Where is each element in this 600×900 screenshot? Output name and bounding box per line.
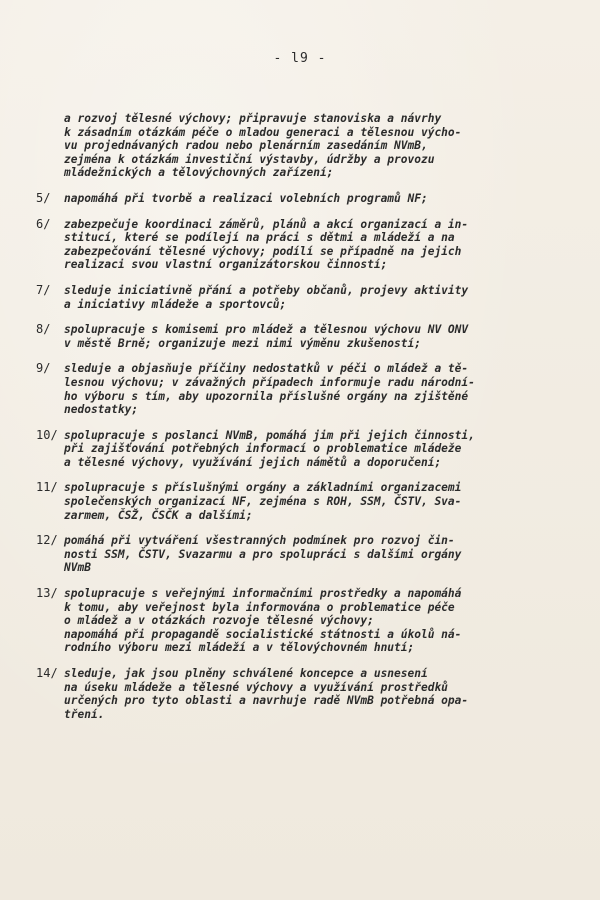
item-text: [64, 112, 560, 180]
item-number: 9/: [36, 361, 51, 376]
item-text: [64, 481, 560, 522]
text-line: určených pro tyto oblasti a navrhuje radě NVmB potřebná opa-: [64, 694, 469, 708]
list-item: [36, 587, 560, 655]
text-line: sleduje iniciativně přání a potřeby občanů, projevy aktivity: [64, 283, 469, 297]
item-number: 6/: [36, 216, 51, 231]
text-line: zarmem, ČSŽ, ČSČK a dalšími;: [64, 508, 253, 522]
item-text: [64, 534, 560, 575]
text-line: a rozvoj tělesné výchovy; připravuje stanoviska a návrhy: [64, 112, 442, 125]
text-line: vu projednávaných radou nebo plenárním zasedáním NVmB,: [64, 139, 428, 153]
page-number: - l9 -: [273, 51, 327, 66]
item-text: [64, 587, 560, 655]
text-line: o mládež a v otázkách rozvoje tělesné výchovy;: [64, 614, 374, 628]
text-line: realizaci svou vlastní organizátorskou činností;: [64, 258, 388, 272]
text-line: zejména k otázkám investiční výstavby, údržby a provozu: [64, 152, 435, 166]
list-item: [36, 362, 560, 416]
list-item: [36, 481, 560, 522]
item-text: [64, 362, 560, 416]
text-line: spolupracuje s veřejnými informačními prostředky a napomáhá: [64, 587, 462, 601]
text-line: nosti SSM, ČSTV, Svazarmu a pro spolupráci s dalšími orgány: [64, 547, 462, 561]
list-item: [36, 284, 560, 311]
item-number: 12/: [36, 533, 58, 548]
list-item: [36, 667, 560, 721]
item-number: 11/: [36, 480, 58, 495]
item-number: 10/: [36, 427, 58, 442]
text-line: a tělesné výchovy, využívání jejich námětů a doporučení;: [64, 455, 442, 469]
item-number: 5/: [36, 190, 51, 205]
item-number: 7/: [36, 282, 51, 297]
item-text: [64, 218, 560, 272]
item-text: [64, 429, 560, 470]
text-line: na úseku mládeže a tělesné výchovy a využívání prostředků: [64, 680, 448, 694]
text-line: tření.: [64, 707, 105, 721]
text-line: zabezpečuje koordinaci záměrů, plánů a akcí organizací a in-: [64, 217, 469, 231]
item-text: [64, 667, 560, 721]
text-line: společenských organizací NF, zejména s ROH, SSM, ČSTV, Sva-: [64, 495, 462, 509]
text-line: NVmB: [64, 561, 91, 575]
item-number: 13/: [36, 586, 58, 601]
text-line: nedostatky;: [64, 403, 139, 417]
list-item: [36, 218, 560, 272]
text-line: napomáhá při propagandě socialistické státnosti a úkolů ná-: [64, 627, 462, 641]
item-text: [64, 284, 560, 311]
text-line: sleduje a objasňuje příčiny nedostatků v péči o mládež a tě-: [64, 362, 469, 376]
text-line: k zásadním otázkám péče o mladou generaci a tělesnou výcho-: [64, 125, 462, 139]
list-item: [36, 534, 560, 575]
text-line: a iniciativy mládeže a sportovců;: [64, 297, 287, 311]
text-line: ho výboru s tím, aby upozornila příslušné orgány na zjištěné: [64, 389, 469, 403]
text-line: sleduje, jak jsou plněny schválené koncepce a usnesení: [64, 667, 428, 680]
text-line: spolupracuje s poslanci NVmB, pomáhá jim při jejich činnosti,: [64, 428, 475, 442]
text-line: pomáhá při vytváření všestranných podmínek pro rozvoj čin-: [64, 534, 455, 548]
list-item: [36, 112, 560, 180]
text-line: zabezpečování tělesné výchovy; podílí se případně na jejich: [64, 244, 462, 258]
text-line: mládežnických a tělovýchovných zařízení;: [64, 166, 334, 180]
item-text: [64, 323, 560, 350]
item-text: [64, 192, 560, 206]
text-line: lesnou výchovu; v závažných případech informuje radu národní-: [64, 375, 475, 389]
text-line: spolupracuje s příslušnými orgány a základními organizacemi: [64, 481, 462, 495]
text-line: rodního výboru mezi mládeží a v tělovýchovném hnutí;: [64, 641, 415, 655]
list-item: [36, 429, 560, 470]
text-line: napomáhá při tvorbě a realizaci volebních programů NF;: [64, 191, 428, 205]
text-line: spolupracuje s komisemi pro mládež a tělesnou výchovu NV ONV: [64, 323, 469, 337]
text-line: v městě Brně; organizuje mezi nimi výměnu zkušeností;: [64, 336, 421, 350]
text-line: k tomu, aby veřejnost byla informována o problematice péče: [64, 600, 455, 614]
item-number: 8/: [36, 322, 51, 337]
text-line: stitucí, které se podílejí na práci s dětmi a mládeží a na: [64, 231, 455, 245]
text-line: při zajišťování potřebných informací o problematice mládeže: [64, 442, 462, 456]
list-item: [36, 192, 560, 206]
document-body: [36, 112, 560, 733]
list-item: [36, 323, 560, 350]
item-number: 14/: [36, 666, 58, 680]
